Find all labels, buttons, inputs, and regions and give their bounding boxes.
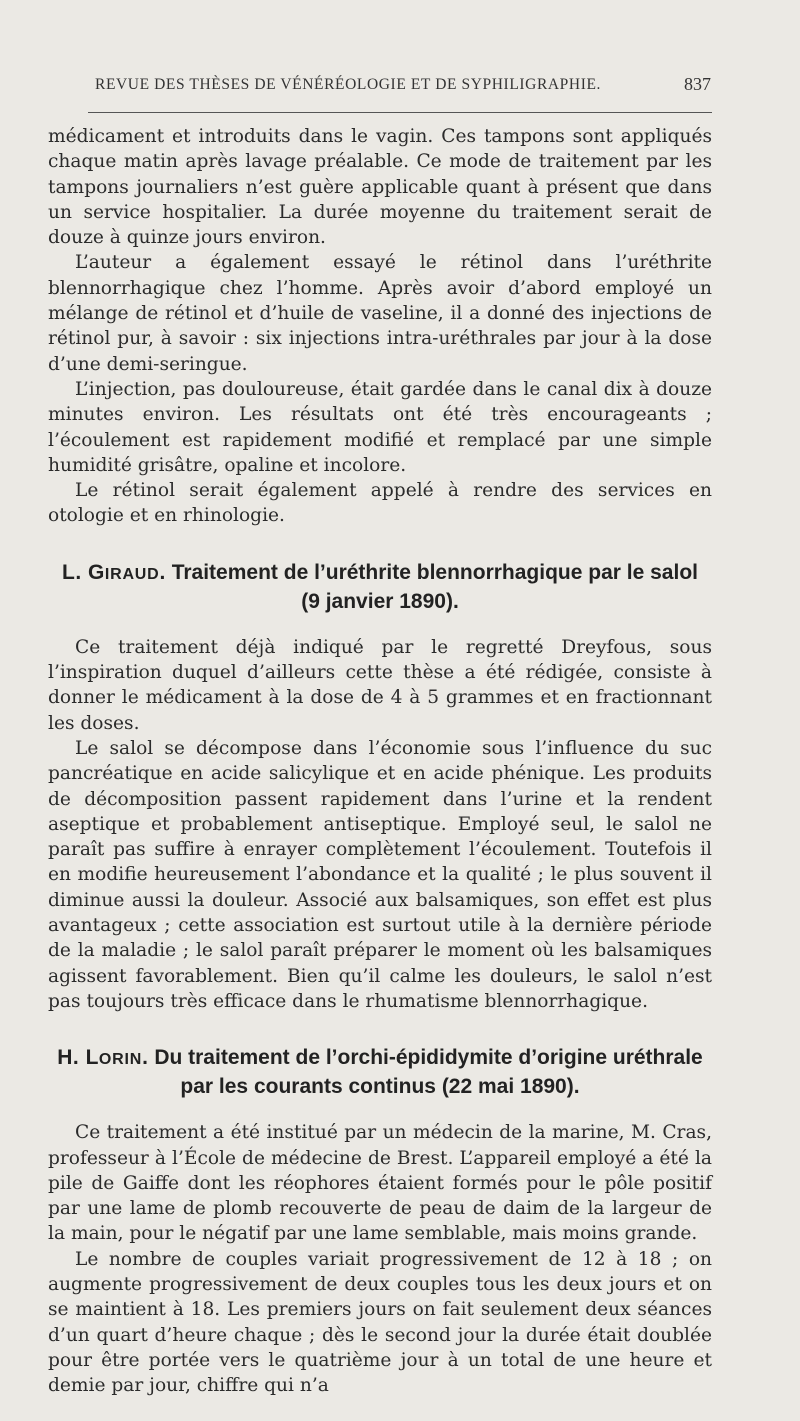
running-header: [95, 72, 711, 102]
spacer: [48, 615, 712, 635]
article-title: Traitement de l’uréthrite blennorrhagique par le salol: [171, 560, 698, 584]
paragraph: médicament et introduits dans le vagin. Ces tampons sont appliqués chaque matin après lavage préalable. Ce mode de traitement par les tampons journaliers n’est guère applicable quant à présent que dans un service hospitalier. La durée moyenne du traitement serait de douze à quinze jours environ.: [48, 126, 712, 249]
paragraph: Ce traitement a été institué par un médecin de la marine, M. Cras, professeur à l’École de médecine de Brest. L’appareil employé a été la pile de Gaiffe dont les réophores étaient formés pour le pôle positif par une lame de plomb recouverte de peau de daim de la largeur de la main, pour le négatif par une lame semblable, mais moins grande.: [48, 1122, 712, 1245]
article-date: (9 janvier 1890).: [301, 589, 459, 613]
header-rule: [88, 112, 712, 113]
body-text: [48, 124, 712, 1398]
article-date: (22 mai 1890).: [441, 1075, 580, 1099]
section-heading-giraud: [48, 559, 712, 615]
paragraph: L’auteur a également essayé le rétinol dans l’uréthrite blennorrhagique chez l’homme. Après avoir d’abord employé un mélange de rétinol et d’huile de vaseline, il a donné des injections de rétinol pur, à savoir : six injections intra-uréthrales par jour à la dose d’une demi-seringue.: [48, 252, 712, 375]
section-heading-lorin: [48, 1044, 712, 1100]
journal-title: REVUE DES THÈSES DE VÉNÉRÉOLOGIE ET DE SYPHILIGRAPHIE.: [95, 76, 601, 93]
paragraph: L’injection, pas douloureuse, était gardée dans le canal dix à douze minutes environ. Les résultats ont été très encourageants ; l’écoulement est rapidement modifié et remplacé par une simple humidité grisâtre, opaline et incolore.: [48, 378, 712, 476]
paragraph: Le nombre de couples variait progressivement de 12 à 18 ; on augmente progressivement de deux couples tous les deux jours et on se maintient à 18. Les premiers jours on fait seulement deux séances d’un quart d’heure chaque ; dès le second jour la durée était doublée pour être portée vers le quatrième jour à un total de une heure et demie par jour, chiffre qui n’a: [48, 1248, 712, 1397]
author-name: H. LORIN.: [57, 1046, 149, 1070]
spacer: [48, 1014, 712, 1044]
page-number: 837: [684, 74, 711, 94]
paragraph: Le rétinol serait également appelé à rendre des services en otologie et en rhinologie.: [48, 480, 712, 527]
article-title: Du traitement de l’orchi-épididymite d’origine uréthrale: [154, 1046, 703, 1070]
paragraph: Ce traitement déjà indiqué par le regretté Dreyfous, sous l’inspiration duquel d’ailleurs cette thèse a été rédigée, consiste à donner le médicament à la dose de 4 à 5 grammes et en fractionnant les doses.: [48, 636, 712, 734]
paragraph: Le salol se décompose dans l’économie sous l’influence du suc pancréatique en acide salicylique et en acide phénique. Les produits de décomposition passent rapidement dans l’urine et la rendent aseptique et probablement antiseptique. Employé seul, le salol ne paraît pas suffire à enrayer complètement l’écoulement. Toutefois il en modifie heureusement l’abondance et la qualité ; le plus souvent il diminue aussi la douleur. Associé aux balsamiques, son effet est plus avantageux ; cette association est surtout utile à la dernière période de la maladie ; le salol paraît préparer le moment où les balsamiques agissent favorablement. Bien qu’il calme les douleurs, le salol n’est pas toujours très efficace dans le rhumatisme blennorrhagique.: [48, 737, 712, 1012]
spacer: [48, 1100, 712, 1120]
spacer: [48, 529, 712, 559]
article-title-line2: par les courants continus: [180, 1075, 436, 1099]
author-name: L. GIRAUD.: [62, 560, 166, 584]
